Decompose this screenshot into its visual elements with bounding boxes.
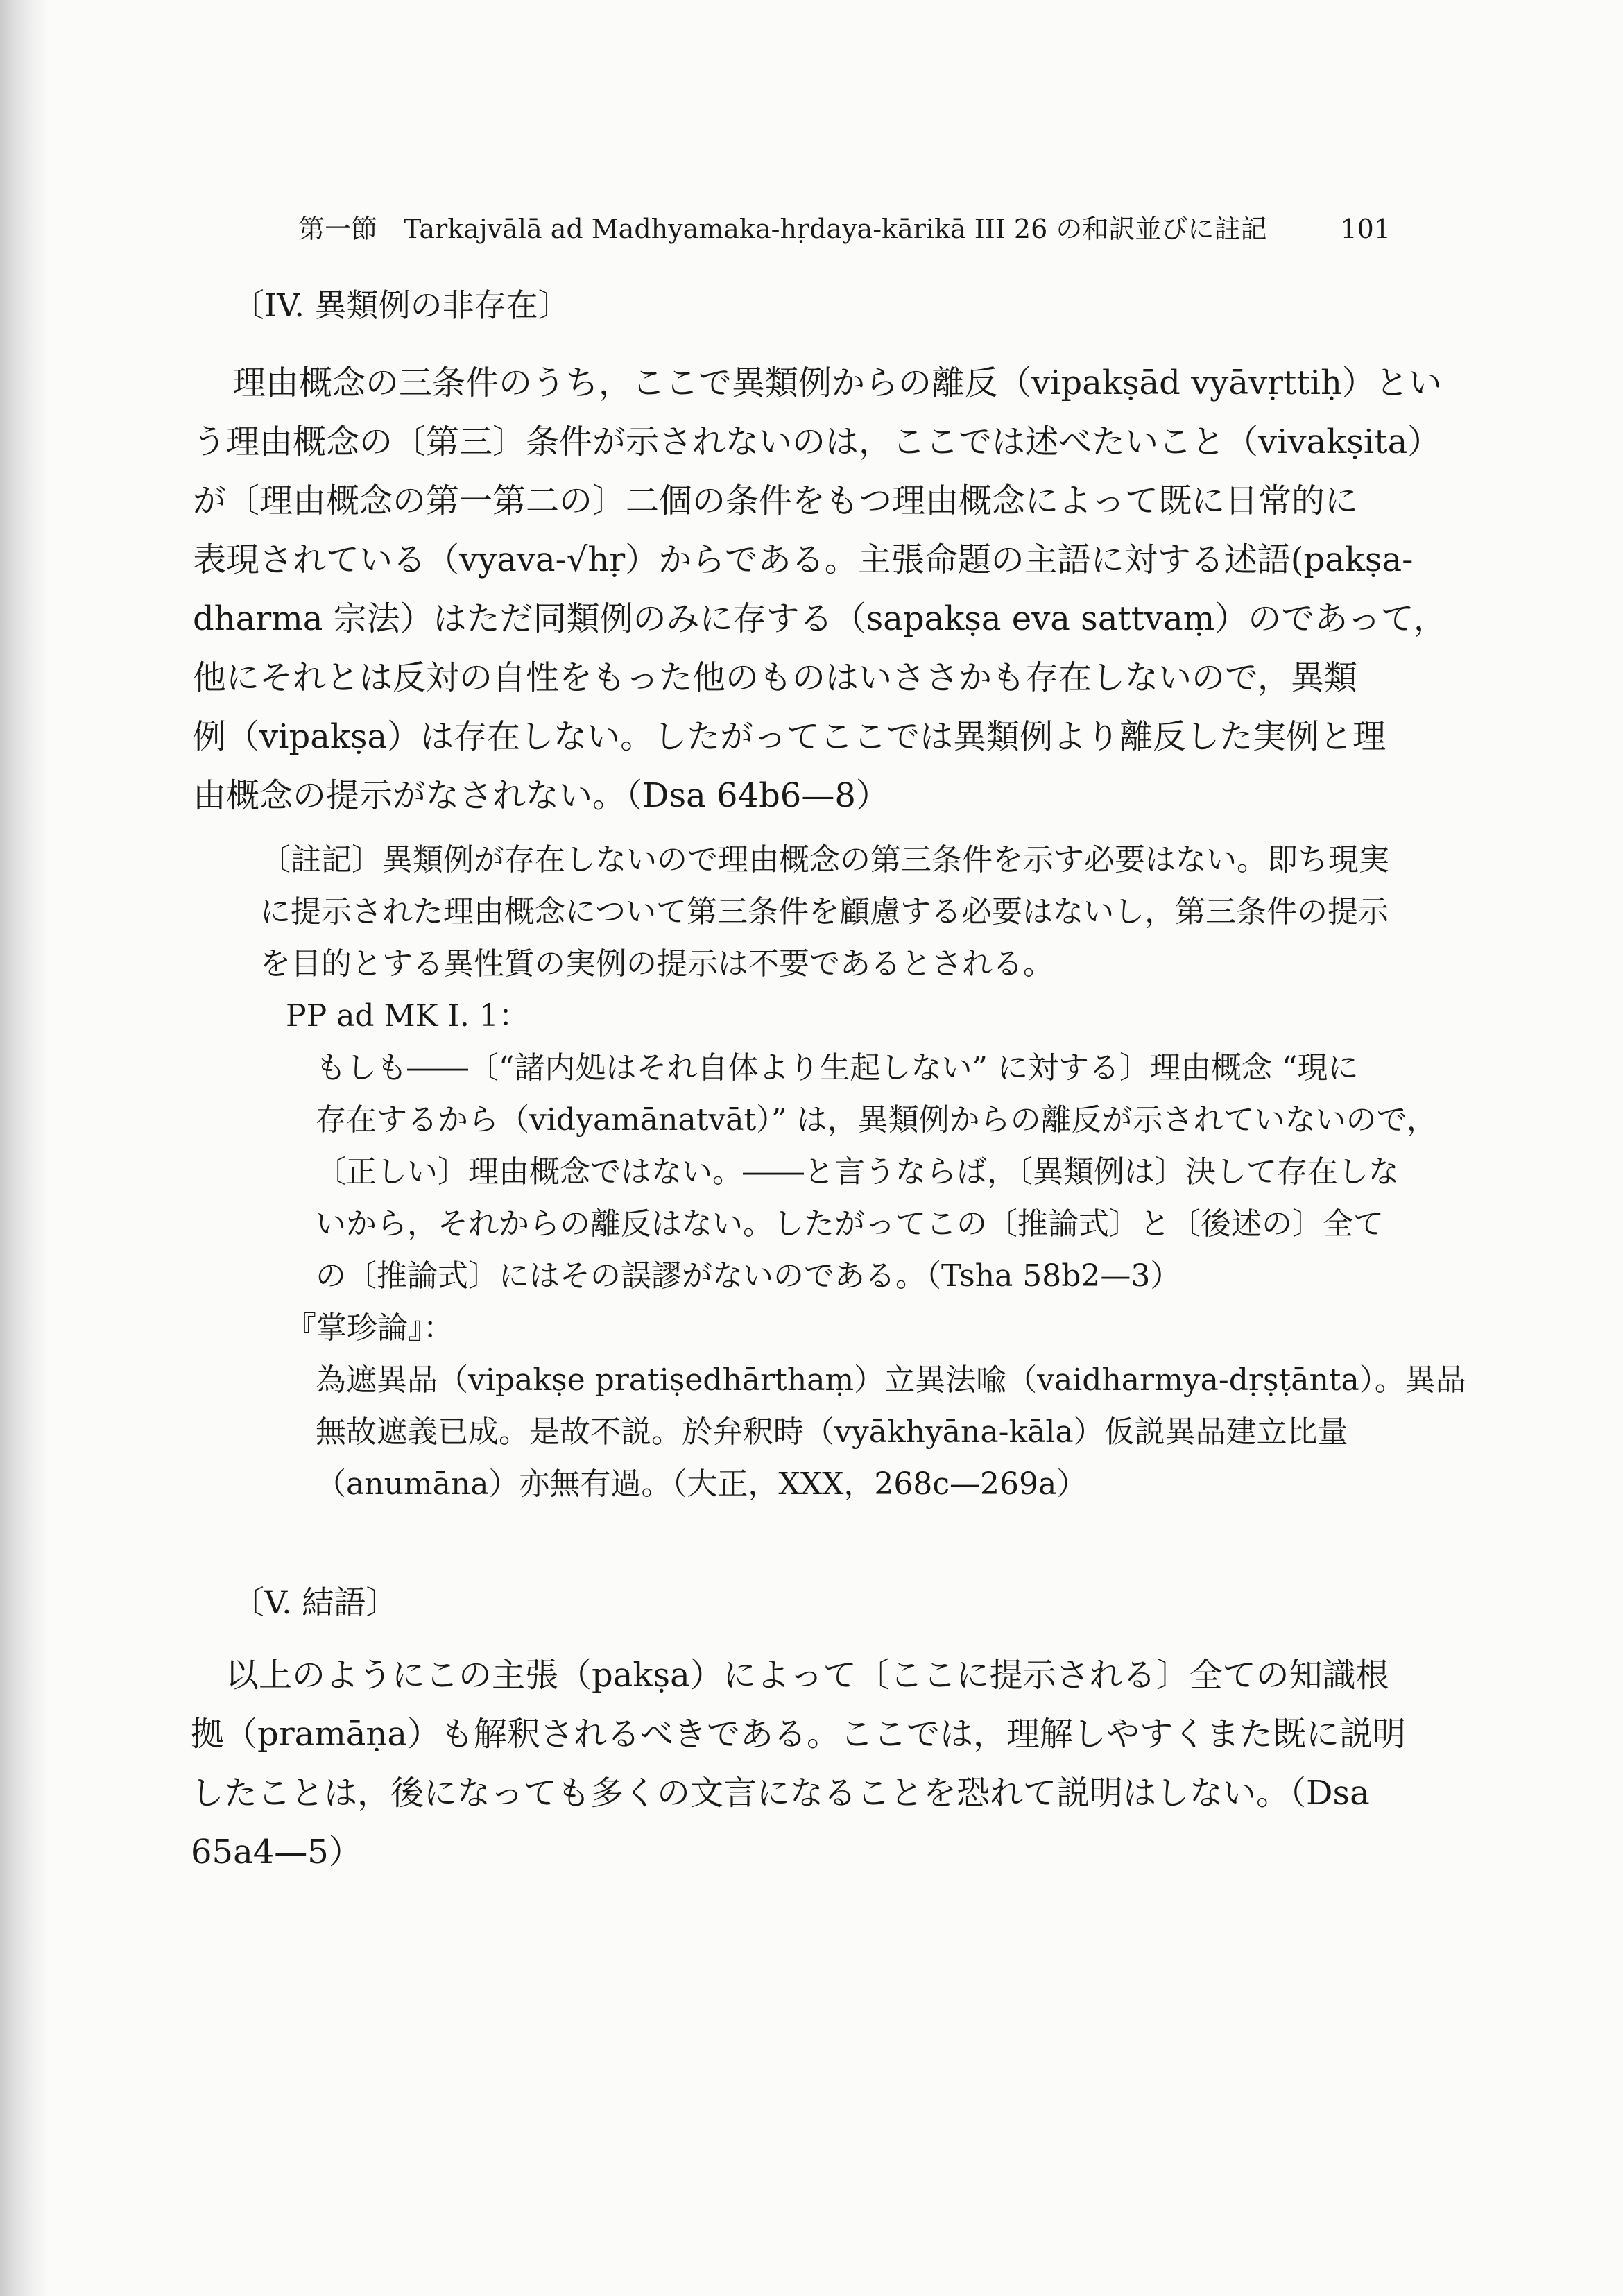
quotation-line: 無故遮義已成。是故不説。於弁釈時（vyākhyāna-kāla）仮説異品建立比量: [316, 1414, 1348, 1450]
paragraph-line: 表現されている（vyava-√hṛ）からである。主張命題の主語に対する述語(pakṣa-: [193, 540, 1414, 579]
quotation-line: 為遮異品（vipakṣe pratiṣedhārthaṃ）立異法喩（vaidharmya-dṛṣṭānta）。異品: [316, 1362, 1466, 1398]
running-head-title: 第一節 Tarkajvālā ad Madhyamaka-hṛdaya-kārikā III 26 の和訳並びに註記: [298, 214, 1267, 244]
note-line: 〔註記〕異類例が存在しないので理由概念の第三条件を示す必要はない。即ち現実: [260, 842, 1389, 877]
running-head: [298, 208, 1391, 250]
paragraph-line: が〔理由概念の第一第二の〕二個の条件をもつ理由概念によって既に日常的に: [193, 481, 1359, 520]
quotation-line: （anumāna）亦無有過。（大正，XXX，268c—269a）: [316, 1466, 1088, 1502]
paragraph-line: 由概念の提示がなされない。（Dsa 64b6—8）: [193, 776, 889, 815]
quotation-line: の〔推論式〕にはその誤謬がないのである。（Tsha 58b2—3）: [316, 1258, 1181, 1294]
quotation-line: いから，それからの離反はない。したがってこの〔推論式〕と〔後述の〕全て: [316, 1206, 1384, 1242]
paragraph-line: 他にそれとは反対の自性をもった他のものはいささかも存在しないので，異類: [193, 658, 1358, 697]
paragraph-line: dharma 宗法）はただ同類例のみに存する（sapakṣa eva sattvaṃ）のであって，: [193, 599, 1447, 638]
section-heading-iv: 〔IV. 異類例の非存在〕: [232, 286, 570, 324]
paragraph-line: 例（vipakṣa）は存在しない。したがってここでは異類例より離反した実例と理: [193, 717, 1386, 756]
paragraph-line: 理由概念の三条件のうち，ここで異類例からの離反（vipakṣād vyāvṛttiḥ）とい: [232, 363, 1442, 402]
quotation-line: もしも――〔“諸内処はそれ自体より生起しない” に対する〕理由概念 “現に: [316, 1050, 1359, 1086]
citation-label-pp: PP ad MK I. 1：: [286, 998, 529, 1034]
section-heading-v: 〔V. 結語〕: [232, 1584, 398, 1621]
paragraph-line: したことは，後になっても多くの文言になることを恐れて説明はしない。（Dsa: [191, 1774, 1370, 1813]
quotation-line: 存在するから（vidyamānatvāt）” は，異類例からの離反が示されていないので，: [316, 1102, 1437, 1138]
quotation-line: 〔正しい〕理由概念ではない。――と言うならば，〔異類例は〕決して存在しな: [316, 1154, 1399, 1190]
paragraph-line: 65a4—5）: [191, 1833, 362, 1871]
page-number: 101: [1340, 214, 1391, 244]
scan-shadow-edge: [0, 0, 49, 2296]
citation-label-zhangzhen: 『掌珍論』：: [286, 1310, 454, 1346]
paragraph-line: 以上のようにこの主張（pakṣa）によって〔ここに提示される〕全ての知識根: [225, 1656, 1389, 1695]
note-line: を目的とする異性質の実例の提示は不要であるとされる。: [260, 946, 1054, 982]
paragraph-line: う理由概念の〔第三〕条件が示されないのは，ここでは述べたいこと（vivakṣita）: [193, 422, 1441, 461]
note-line: に提示された理由概念について第三条件を顧慮する必要はないし，第三条件の提示: [260, 894, 1389, 929]
paragraph-line: 拠（pramāṇa）も解釈されるべきである。ここでは，理解しやすくまた既に説明: [191, 1715, 1406, 1754]
